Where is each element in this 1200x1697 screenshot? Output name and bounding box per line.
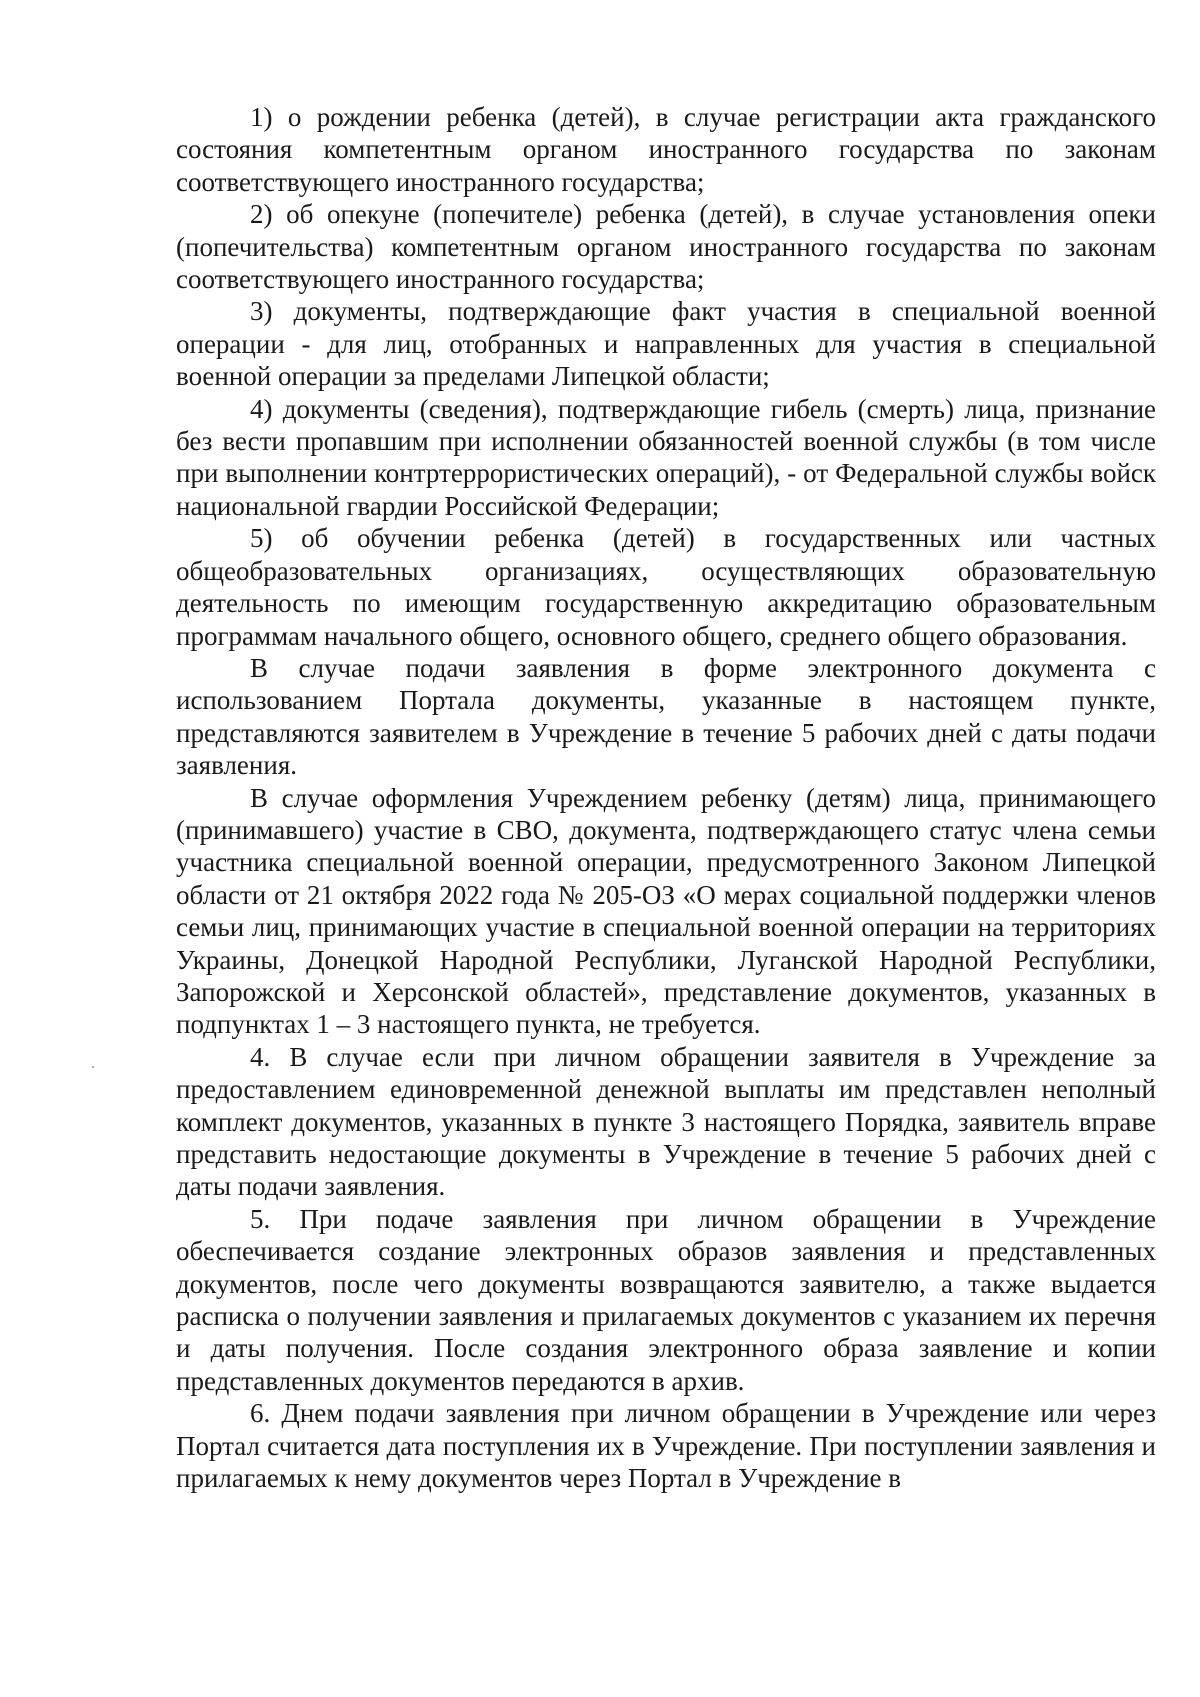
paragraph-family-status: В случае оформления Учреждением ребенку (детям) лица, принимающего (принимавшего) участие в СВО, документа, подтверждающего статус члена семьи участника специальной военной операции, предусмотренного Законом Липецкой области от 21 октября 2022 года № 205-ОЗ «О мерах социальной поддержки членов семьи лиц, принимающих участие в специальной военной операции на территориях Украины, Донецкой Народной Республики, Луганской Народной Республики, Запорожской и Херсонской областей», представление документов, указанных в подпунктах 1 – 3 настоящего пункта, не требуется. (176, 782, 1156, 1040)
item-4-death-documents: 4) документы (сведения), подтверждающие гибель (смерть) лица, признание без вести пропавшим при исполнении обязанностей военной службы (в том числе при выполнении контртеррористических операций), - от Федеральной службы войск национальной гвардии Российской Федерации; (176, 393, 1156, 521)
item-1-birth-registration: 1) о рождении ребенка (детей), в случае регистрации акта гражданского состояния компетентным органом иностранного государства по законам соответствующего иностранного государства; (176, 102, 1156, 197)
paragraph-electronic-submission: В случае подачи заявления в форме электронного документа с использованием Портала документы, указанные в настоящем пункте, представляются заявителем в Учреждение в течение 5 рабочих дней с даты подачи заявления. (176, 652, 1156, 781)
clause-6-submission-date: 6. Днем подачи заявления при личном обращении в Учреждение или через Портал считается дата поступления их в Учреждение. При поступлении заявления и прилагаемых к нему документов через Портал в Учреждение в (176, 1398, 1156, 1494)
clause-5-electronic-images: 5. При подаче заявления при личном обращении в Учреждение обеспечивается создание электронных образов заявления и представленных документов, после чего документы возвращаются заявителю, а также выдается расписка о получении заявления и прилагаемых документов с указанием их перечня и даты получения. После создания электронного образа заявление и копии представленных документов передаются в архив. (176, 1203, 1156, 1396)
scan-speck (92, 1066, 94, 1068)
item-2-guardian: 2) об опекуне (попечителе) ребенка (детей), в случае установления опеки (попечительства) компетентным органом иностранного государства по законам соответствующего иностранного государства; (176, 199, 1156, 295)
clause-4-incomplete-documents: 4. В случае если при личном обращении заявителя в Учреждение за предоставлением единовременной денежной выплаты им представлен неполный комплект документов, указанных в пункте 3 настоящего Порядка, заявитель вправе представить недостающие документы в Учреждение в течение 5 рабочих дней с даты подачи заявления. (176, 1041, 1156, 1202)
document-body (176, 101, 1156, 1494)
item-3-svo-participation: 3) документы, подтверждающие факт участия в специальной военной операции - для лиц, отобранных и направленных для участия в специальной военной операции за пределами Липецкой области; (176, 296, 1156, 392)
item-5-education: 5) об обучении ребенка (детей) в государственных или частных общеобразовательных организациях, осуществляющих образовательную деятельность по имеющим государственную аккредитацию образовательным программам начального общего, основного общего, среднего общего образования. (176, 523, 1156, 651)
